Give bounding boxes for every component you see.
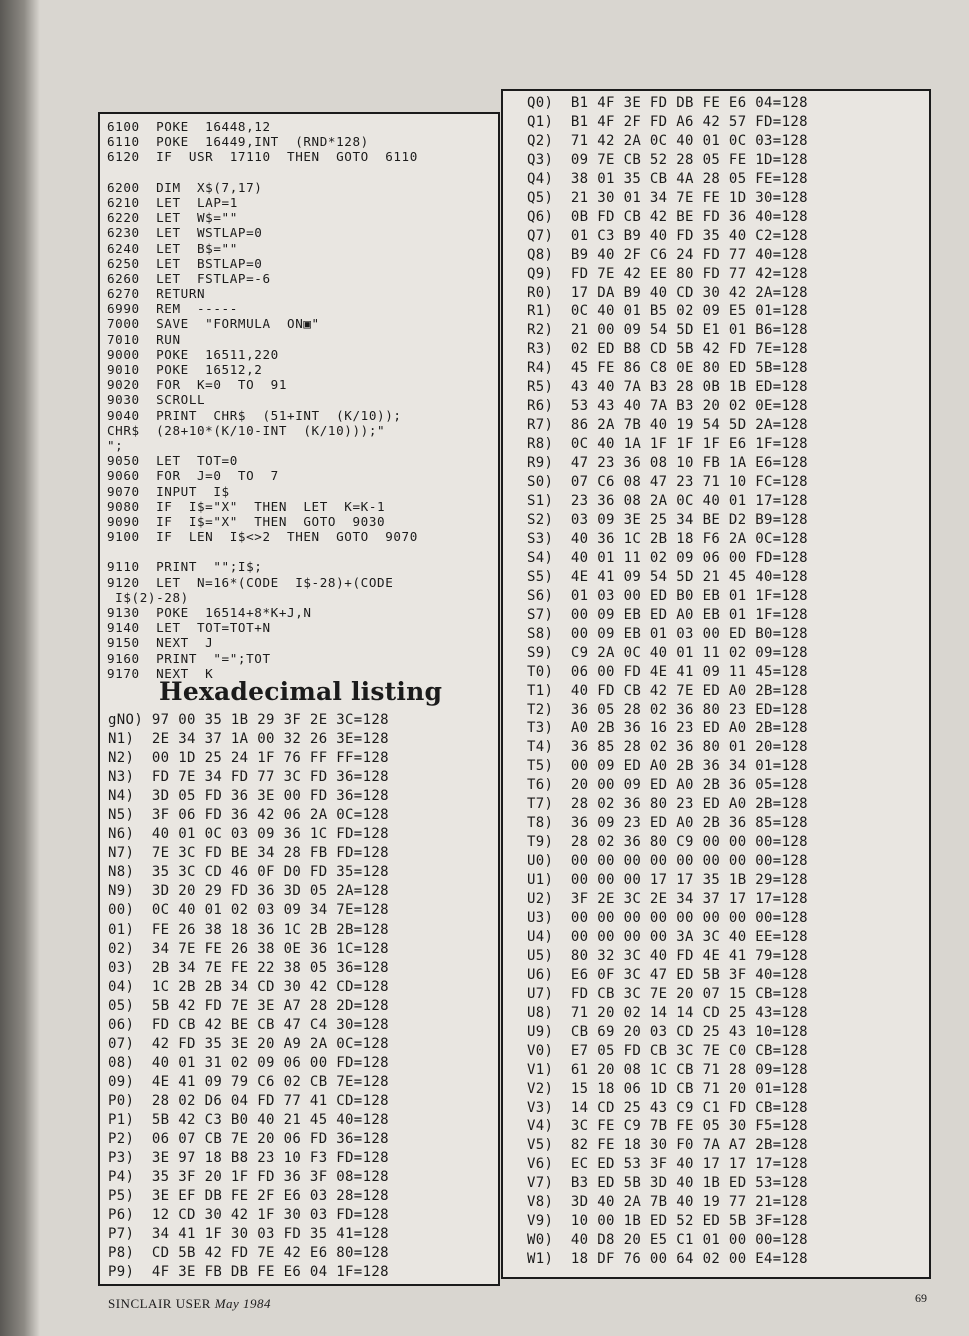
hex-row: Q5) 21 30 01 34 7E FE 1D 30=128: [527, 189, 808, 206]
basic-code-line: 9090 IF I$="X" THEN GOTO 9030: [107, 513, 386, 529]
hex-row: V8) 3D 40 2A 7B 40 19 77 21=128: [527, 1194, 808, 1211]
page-number: 69: [915, 1291, 927, 1305]
hex-row: T8) 36 09 23 ED A0 2B 36 85=128: [527, 815, 808, 832]
hex-row: P4) 35 3F 20 1F FD 36 3F 08=128: [108, 1169, 389, 1186]
hex-row: 04) 1C 2B 2B 34 CD 30 42 CD=128: [108, 978, 389, 995]
footer-publication: [108, 1296, 271, 1312]
hex-row: 09) 4E 41 09 79 C6 02 CB 7E=128: [108, 1073, 389, 1090]
hex-row: V9) 10 00 1B ED 52 ED 5B 3F=128: [527, 1213, 808, 1230]
basic-code-line: 6240 LET B$="": [107, 240, 238, 256]
basic-code-line: 9070 INPUT I$: [107, 483, 230, 499]
hex-row: P3) 3E 97 18 B8 23 10 F3 FD=128: [108, 1150, 389, 1167]
hex-row: T4) 36 85 28 02 36 80 01 20=128: [527, 739, 808, 756]
page-binding-shadow: [0, 0, 40, 1336]
hex-row: S0) 07 C6 08 47 23 71 10 FC=128: [527, 474, 808, 491]
basic-code-line: 9080 IF I$="X" THEN LET K=K-1: [107, 498, 386, 514]
hex-row: U6) E6 0F 3C 47 ED 5B 3F 40=128: [527, 966, 808, 983]
hex-row: Q3) 09 7E CB 52 28 05 FE 1D=128: [527, 151, 808, 168]
hex-row: 02) 34 7E FE 26 38 0E 36 1C=128: [108, 940, 389, 957]
basic-code-line: 9010 POKE 16512,2: [107, 362, 263, 377]
basic-code-line: [107, 544, 497, 559]
hex-row: R8) 0C 40 1A 1F 1F 1F E6 1F=128: [527, 436, 808, 453]
basic-code-line: 6990 REM -----: [107, 301, 238, 317]
hex-row: V0) E7 05 FD CB 3C 7E C0 CB=128: [527, 1042, 808, 1059]
hex-row: Q2) 71 42 2A 0C 40 01 0C 03=128: [527, 132, 808, 149]
basic-code-line: 9140 LET TOT=TOT+N: [107, 620, 271, 636]
hex-row: 06) FD CB 42 BE CB 47 C4 30=128: [108, 1016, 389, 1033]
hex-row: R0) 17 DA B9 40 CD 30 42 2A=128: [527, 284, 808, 301]
hex-row: gNO) 97 00 35 1B 29 3F 2E 3C=128: [108, 712, 389, 728]
hex-row: Q1) B1 4F 2F FD A6 42 57 FD=128: [527, 113, 808, 130]
basic-code-line: 9030 SCROLL: [107, 392, 206, 408]
hex-row: 05) 5B 42 FD 7E 3E A7 28 2D=128: [108, 997, 389, 1014]
hex-row: N2) 00 1D 25 24 1F 76 FF FF=128: [108, 750, 389, 767]
hex-row: U7) FD CB 3C 7E 20 07 15 CB=128: [527, 985, 808, 1002]
basic-code-line: 9050 LET TOT=0: [107, 453, 238, 469]
hex-row: 03) 2B 34 7E FE 22 38 05 36=128: [108, 959, 389, 976]
hex-row: R6) 53 43 40 7A B3 20 02 0E=128: [527, 398, 808, 415]
basic-code-line: 6260 LET FSTLAP=-6: [107, 270, 271, 286]
hex-row: U0) 00 00 00 00 00 00 00 00=128: [527, 853, 808, 870]
hex-row: Q6) 0B FD CB 42 BE FD 36 40=128: [527, 208, 808, 225]
basic-code-line: 7010 RUN: [107, 331, 181, 347]
hex-row: N5) 3F 06 FD 36 42 06 2A 0C=128: [108, 807, 389, 824]
hex-row: U5) 80 32 3C 40 FD 4E 41 79=128: [527, 947, 808, 964]
basic-code-line: ";: [107, 437, 124, 453]
hexadecimal-listing-heading: Hexadecimal listing: [159, 677, 443, 706]
hex-row: T3) A0 2B 36 16 23 ED A0 2B=128: [527, 720, 808, 737]
basic-code-line: 9100 IF LEN I$<>2 THEN GOTO 9070: [107, 529, 418, 545]
basic-code-line: 9040 PRINT CHR$ (51+INT (K/10));: [107, 407, 402, 423]
hex-row: 00) 0C 40 01 02 03 09 34 7E=128: [108, 902, 389, 919]
basic-code-line: 6250 LET BSTLAP=0: [107, 255, 263, 271]
hex-row: N4) 3D 05 FD 36 3E 00 FD 36=128: [108, 788, 389, 805]
hex-row: P8) CD 5B 42 FD 7E 42 E6 80=128: [108, 1245, 389, 1262]
hex-row: T2) 36 05 28 02 36 80 23 ED=128: [527, 701, 808, 718]
footer-magazine-name: SINCLAIR USER: [108, 1296, 211, 1311]
basic-code-line: 9120 LET N=16*(CODE I$-28)+(CODE: [107, 574, 394, 590]
basic-code-line: 6210 LET LAP=1: [107, 194, 238, 210]
hex-row: T0) 06 00 FD 4E 41 09 11 45=128: [527, 663, 808, 680]
hex-row: U4) 00 00 00 00 3A 3C 40 EE=128: [527, 928, 808, 945]
hex-row: T5) 00 09 ED A0 2B 36 34 01=128: [527, 758, 808, 775]
hex-row: U3) 00 00 00 00 00 00 00 00=128: [527, 909, 808, 926]
hex-row: R3) 02 ED B8 CD 5B 42 FD 7E=128: [527, 341, 808, 358]
hex-row: P9) 4F 3E FB DB FE E6 04 1F=128: [108, 1264, 389, 1281]
hex-row: 01) FE 26 38 18 36 1C 2B 2B=128: [108, 921, 389, 938]
hex-row: V4) 3C FE C9 7B FE 05 30 F5=128: [527, 1118, 808, 1135]
hex-row: S1) 23 36 08 2A 0C 40 01 17=128: [527, 493, 808, 510]
basic-code-line: 9160 PRINT "=";TOT: [107, 650, 271, 666]
hex-listing-right-column: [527, 94, 808, 1269]
hex-row: R9) 47 23 36 08 10 FB 1A E6=128: [527, 455, 808, 472]
hex-row: S3) 40 36 1C 2B 18 F6 2A 0C=128: [527, 530, 808, 547]
hex-row: Q0) B1 4F 3E FD DB FE E6 04=128: [527, 95, 808, 111]
hex-row: N3) FD 7E 34 FD 77 3C FD 36=128: [108, 769, 389, 786]
hex-row: R2) 21 00 09 54 5D E1 01 B6=128: [527, 322, 808, 339]
basic-code-line: 6100 POKE 16448,12: [107, 119, 271, 134]
hex-row: W0) 40 D8 20 E5 C1 01 00 00=128: [527, 1232, 808, 1249]
hex-row: R1) 0C 40 01 B5 02 09 E5 01=128: [527, 303, 808, 320]
hex-row: U9) CB 69 20 03 CD 25 43 10=128: [527, 1023, 808, 1040]
hex-row: P2) 06 07 CB 7E 20 06 FD 36=128: [108, 1131, 389, 1148]
hex-listing-left-column: [108, 711, 389, 1282]
hex-row: S2) 03 09 3E 25 34 BE D2 B9=128: [527, 511, 808, 528]
hex-row: S8) 00 09 EB 01 03 00 ED B0=128: [527, 625, 808, 642]
hex-row: V2) 15 18 06 1D CB 71 20 01=128: [527, 1080, 808, 1097]
basic-code-line: 9150 NEXT J: [107, 635, 214, 651]
hex-row: T6) 20 00 09 ED A0 2B 36 05=128: [527, 777, 808, 794]
hex-row: P7) 34 41 1F 30 03 FD 35 41=128: [108, 1226, 389, 1243]
basic-code-line: 9170 NEXT K: [107, 665, 214, 681]
basic-code-line: CHR$ (28+10*(K/10-INT (K/10)));": [107, 422, 386, 438]
hex-row: P6) 12 CD 30 42 1F 30 03 FD=128: [108, 1207, 389, 1224]
basic-code-line: 9060 FOR J=0 TO 7: [107, 468, 279, 484]
basic-code-line: I$(2)-28): [107, 589, 189, 605]
hex-row: R4) 45 FE 86 C8 0E 80 ED 5B=128: [527, 360, 808, 377]
hex-row: 07) 42 FD 35 3E 20 A9 2A 0C=128: [108, 1035, 389, 1052]
hex-row: W1) 18 DF 76 00 64 02 00 E4=128: [527, 1251, 808, 1268]
basic-program-listing: [107, 119, 497, 681]
hex-row: V7) B3 ED 5B 3D 40 1B ED 53=128: [527, 1175, 808, 1192]
basic-code-line: 6230 LET WSTLAP=0: [107, 225, 263, 241]
hex-row: 08) 40 01 31 02 09 06 00 FD=128: [108, 1054, 389, 1071]
basic-code-line: 9110 PRINT "";I$;: [107, 559, 263, 575]
hex-row: T1) 40 FD CB 42 7E ED A0 2B=128: [527, 682, 808, 699]
hex-row: T7) 28 02 36 80 23 ED A0 2B=128: [527, 796, 808, 813]
basic-code-line: 6110 POKE 16449,INT (RND*128): [107, 134, 369, 150]
hex-row: P0) 28 02 D6 04 FD 77 41 CD=128: [108, 1092, 389, 1109]
basic-code-line: 9020 FOR K=0 TO 91: [107, 377, 288, 393]
hex-row: U8) 71 20 02 14 14 CD 25 43=128: [527, 1004, 808, 1021]
hex-row: S4) 40 01 11 02 09 06 00 FD=128: [527, 549, 808, 566]
hex-row: N7) 7E 3C FD BE 34 28 FB FD=128: [108, 845, 389, 862]
hex-row: U1) 00 00 00 17 17 35 1B 29=128: [527, 872, 808, 889]
basic-code-line: 6200 DIM X$(7,17): [107, 179, 263, 195]
hex-row: R5) 43 40 7A B3 28 0B 1B ED=128: [527, 379, 808, 396]
hex-row: V3) 14 CD 25 43 C9 C1 FD CB=128: [527, 1099, 808, 1116]
hex-row: S7) 00 09 EB ED A0 EB 01 1F=128: [527, 606, 808, 623]
hex-row: N8) 35 3C CD 46 0F D0 FD 35=128: [108, 864, 389, 881]
hex-row: U2) 3F 2E 3C 2E 34 37 17 17=128: [527, 891, 808, 908]
hex-row: N6) 40 01 0C 03 09 36 1C FD=128: [108, 826, 389, 843]
basic-code-line: 6220 LET W$="": [107, 210, 238, 226]
hex-row: N1) 2E 34 37 1A 00 32 26 3E=128: [108, 731, 389, 748]
hex-row: V6) EC ED 53 3F 40 17 17 17=128: [527, 1156, 808, 1173]
basic-code-line: 9130 POKE 16514+8*K+J,N: [107, 605, 312, 620]
hex-row: S9) C9 2A 0C 40 01 11 02 09=128: [527, 644, 808, 661]
hex-row: S6) 01 03 00 ED B0 EB 01 1F=128: [527, 587, 808, 604]
basic-code-line: 7000 SAVE "FORMULA ON▣": [107, 316, 320, 332]
basic-code-line: 9000 POKE 16511,220: [107, 346, 279, 362]
hex-row: Q9) FD 7E 42 EE 80 FD 77 42=128: [527, 265, 808, 282]
hex-row: Q8) B9 40 2F C6 24 FD 77 40=128: [527, 246, 808, 263]
hex-row: Q7) 01 C3 B9 40 FD 35 40 C2=128: [527, 227, 808, 244]
footer-issue-date: May 1984: [214, 1296, 272, 1311]
hex-row: P5) 3E EF DB FE 2F E6 03 28=128: [108, 1188, 389, 1205]
hex-row: T9) 28 02 36 80 C9 00 00 00=128: [527, 834, 808, 851]
hex-row: V5) 82 FE 18 30 F0 7A A7 2B=128: [527, 1137, 808, 1154]
hex-row: S5) 4E 41 09 54 5D 21 45 40=128: [527, 568, 808, 585]
basic-code-line: 6120 IF USR 17110 THEN GOTO 6110: [107, 149, 418, 165]
hex-row: P1) 5B 42 C3 B0 40 21 45 40=128: [108, 1111, 389, 1128]
hex-row: R7) 86 2A 7B 40 19 54 5D 2A=128: [527, 417, 808, 434]
hex-row: V1) 61 20 08 1C CB 71 28 09=128: [527, 1061, 808, 1078]
basic-code-line: [107, 165, 497, 180]
basic-code-line: 6270 RETURN: [107, 286, 206, 302]
hex-row: N9) 3D 20 29 FD 36 3D 05 2A=128: [108, 883, 389, 900]
hex-row: Q4) 38 01 35 CB 4A 28 05 FE=128: [527, 170, 808, 187]
